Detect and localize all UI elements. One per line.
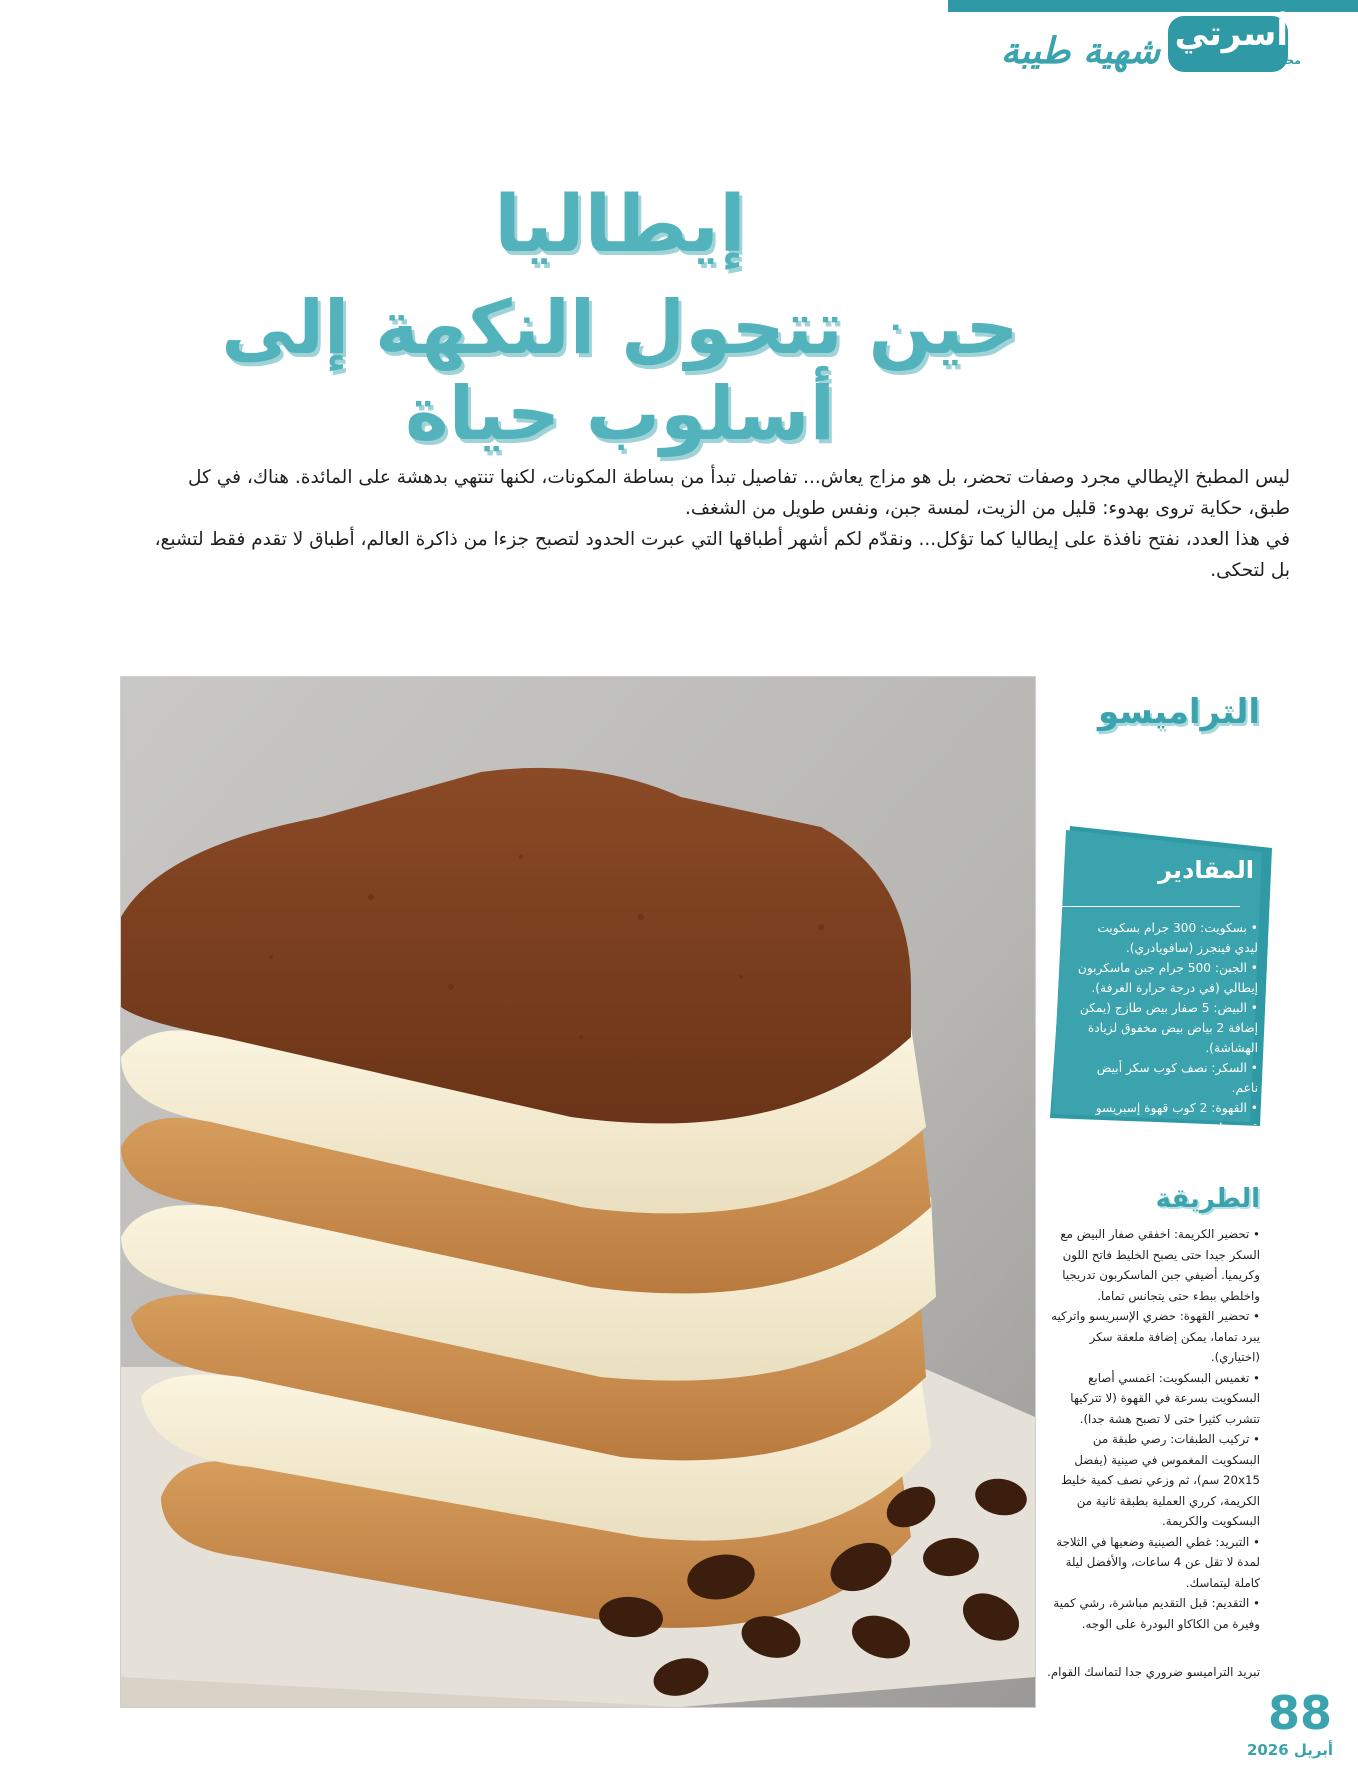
method-step: • تحضير الكريمة: اخفقي صفار البيض مع السكر جيدا حتى يصبح الخليط فاتح اللون وكريميا. أضيفي جبن الماسكربون تدريجيا واخلطي ببطء حتى يتجانس تماما. bbox=[1060, 1227, 1260, 1303]
tiramisu-photo bbox=[120, 676, 1036, 1708]
method-step: • تركيب الطبقات: رصي طبقة من البسكويت المغموس في صينية (يفضل 20x15 سم)، ثم وزعي نصف كمية خليط الكريمة، كرري العملية بطبقة ثانية من البسكويت والكريمة. bbox=[1060, 1432, 1260, 1528]
method-step: • تحضير القهوة: حضري الإسبريسو واتركيه يبرد تماما، يمكن إضافة ملعقة سكر (اختياري). bbox=[1051, 1309, 1260, 1364]
tiramisu-illustration bbox=[121, 677, 1035, 1707]
intro-paragraph-2: في هذا العدد، نفتح نافذة على إيطاليا كما تؤكل... ونقدّم لكم أشهر أطباقها التي عبرت الحدود لتصبح جزءا من ذاكرة العالم، أطباق لا تقدم فقط لتشبع، بل لتحكى. bbox=[154, 529, 1290, 581]
intro-text bbox=[150, 462, 1290, 586]
ingredient-item: • البيض: 5 صفار بيض طازج (يمكن إضافة 2 بياض بيض مخفوق لزيادة الهشاشة). bbox=[1079, 1001, 1258, 1055]
recipe-title: التراميسو bbox=[1098, 692, 1260, 732]
method-step: • التقديم: قبل التقديم مباشرة، رشي كمية وفيرة من الكاكاو البودرة على الوجه. bbox=[1053, 1596, 1260, 1631]
method-step: • تغميس البسكويت: اغمسي أصابع البسكويت بسرعة في القهوة (لا تتركيها تتشرب كثيرا حتى لا تصبح هشة جدا). bbox=[1070, 1370, 1260, 1426]
intro-paragraph-1: ليس المطبخ الإيطالي مجرد وصفات تحضر، بل هو مزاج يعاش... تفاصيل تبدأ من بساطة المكونات، لكنها تنتهي بدهشة على المائدة. هناك، في كل طبق، حكاية تروى بهدوء: قليل من الزيت، لمسة جبن، ونفس طويل من الشغف. bbox=[188, 467, 1290, 519]
method-note: تبريد التراميسو ضروري جدا لتماسك القوام. bbox=[1047, 1665, 1260, 1679]
ingredients-list bbox=[1072, 918, 1258, 1138]
method-list bbox=[1046, 1224, 1260, 1634]
page-title-line-1: إيطاليا bbox=[494, 180, 746, 270]
ingredient-item: • السكر: نصف كوب سكر أبيض ناعم. bbox=[1096, 1061, 1258, 1095]
ingredients-card bbox=[1050, 826, 1272, 1135]
logo-name: أسرتي bbox=[1174, 14, 1288, 54]
section-label: شهية طيبة bbox=[1000, 30, 1160, 72]
method-heading: الطريقة bbox=[1155, 1184, 1260, 1214]
issue-date: أبريل 2026 bbox=[1246, 1741, 1334, 1759]
page-number: 88 bbox=[1267, 1686, 1332, 1740]
ingredient-item: • بسكويت: 300 جرام بسكويت ليدي فينجرز (سافويادري). bbox=[1097, 921, 1258, 955]
magazine-logo[interactable] bbox=[1168, 10, 1328, 74]
method-step: • التبريد: غطي الصينية وضعيها في الثلاجة لمدة لا تقل عن 4 ساعات، والأفضل ليلة كاملة ليتماسك. bbox=[1056, 1534, 1260, 1590]
page-title-line-2: حين تتحول النكهة إلى أسلوب حياة bbox=[221, 285, 1019, 457]
ingredient-item: • القهوة: 2 كوب قهوة إسبريسو قوية وباردة. bbox=[1095, 1101, 1258, 1135]
ingredient-item: • الجبن: 500 جرام جبن ماسكربون إيطالي (في درجة حرارة الغرفة). bbox=[1077, 961, 1258, 995]
logo-tagline: مجلة الأسرة العربية bbox=[1195, 54, 1301, 67]
ingredients-divider bbox=[1050, 906, 1240, 907]
ingredients-heading: المقادير bbox=[1158, 856, 1254, 884]
